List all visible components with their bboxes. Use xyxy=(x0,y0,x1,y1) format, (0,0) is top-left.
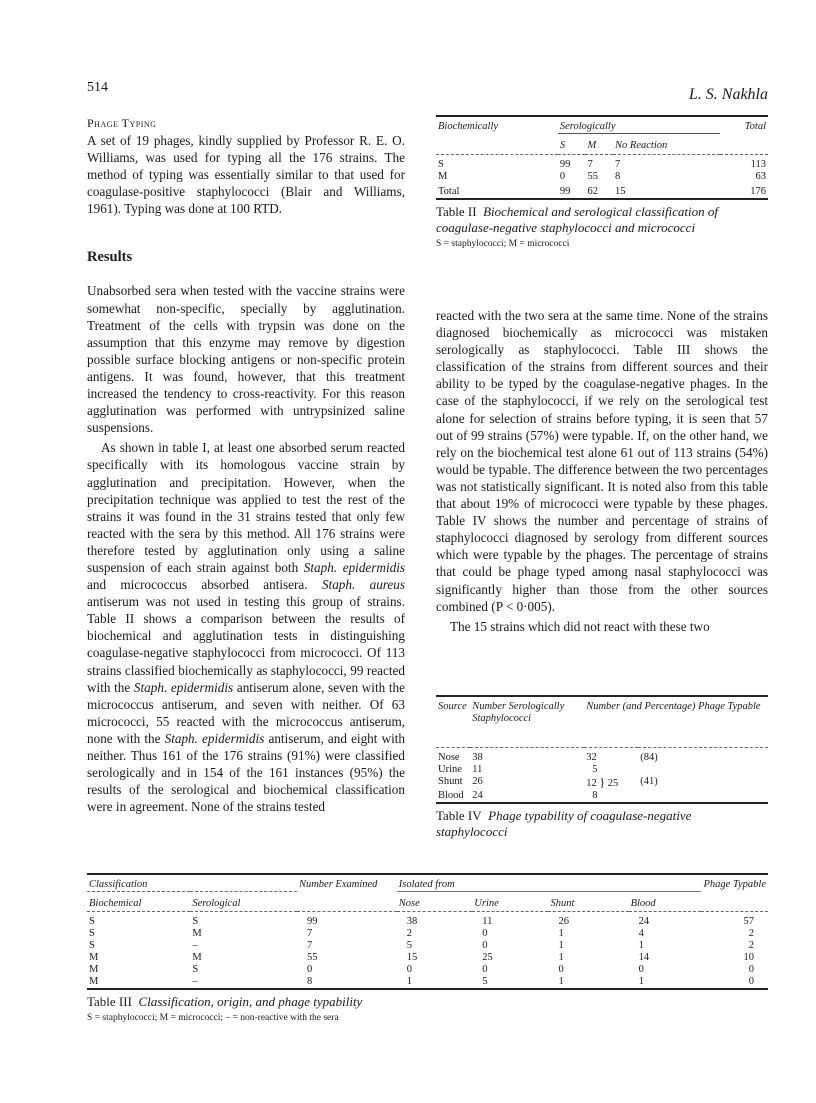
th-s: S xyxy=(559,140,566,151)
page-number: 514 xyxy=(87,80,108,95)
cell: Nose xyxy=(438,751,460,763)
cell: (84) xyxy=(640,751,658,763)
cell: 14 xyxy=(638,952,650,963)
table-2 xyxy=(436,115,768,249)
cell: – xyxy=(192,976,198,987)
table-row xyxy=(436,159,768,171)
cell: S xyxy=(89,928,95,939)
cell: 0 xyxy=(748,976,754,987)
cell: 0 xyxy=(406,964,412,975)
th-nr: No Reaction xyxy=(615,140,668,151)
cell: 38 xyxy=(472,751,483,763)
cell: 7 xyxy=(306,928,313,939)
cell: 8 xyxy=(592,789,598,801)
table-row xyxy=(436,776,768,790)
cell: 99 xyxy=(306,916,318,927)
table-row xyxy=(436,171,768,183)
cell: 7 xyxy=(587,158,593,170)
cell: M xyxy=(192,952,202,963)
cell: 4 xyxy=(638,928,644,939)
th-classification: Classification xyxy=(87,879,297,892)
left-column xyxy=(87,116,405,815)
cell: Total xyxy=(438,185,460,197)
cell: 25 xyxy=(482,952,493,963)
cell: Urine xyxy=(438,763,462,775)
label: Table II xyxy=(436,203,477,219)
table-2-note: S = staphylococci; M = micrococci xyxy=(436,238,570,249)
cell: 0 xyxy=(482,940,488,951)
table-row xyxy=(87,928,768,940)
cell: S xyxy=(192,964,199,975)
text: Staph. aureus xyxy=(321,577,406,593)
table-3 xyxy=(87,873,768,1023)
table-2-caption xyxy=(436,204,768,236)
cell: 26 xyxy=(558,916,569,927)
th-number: Number Serologically Staphylococci xyxy=(472,701,565,724)
cell: 63 xyxy=(755,170,766,182)
caption: Biochemical and serological classification of coagulase-negative staphylococci and micrococci xyxy=(436,203,719,235)
cell: 1 xyxy=(558,952,564,963)
paragraph-phage-typing: A set of 19 phages, kindly supplied by Professor R. E. O. Williams, was used for typing all the 176 strains. The method of typing was essentially similar to that used for coagulase-positive staphylococci (Blair and Williams, 1961). Typing was done at 100 RTD. xyxy=(87,133,405,217)
cell: S xyxy=(438,158,444,170)
cell: 5 xyxy=(406,940,412,951)
cell: 57 xyxy=(743,916,754,927)
paragraph-results-4: The 15 strains which did not react with these two xyxy=(450,618,710,634)
th-shunt: Shunt xyxy=(550,898,575,909)
cell: 11 xyxy=(472,763,483,775)
th-bio: Biochemically xyxy=(438,121,499,132)
cell: 5 xyxy=(482,976,488,987)
cell: 1 xyxy=(638,976,644,987)
cell: 0 xyxy=(482,964,488,975)
label: Table III xyxy=(87,994,132,1009)
table-row xyxy=(87,916,768,928)
cell: 0 xyxy=(559,170,566,182)
th-nose: Nose xyxy=(398,898,420,909)
cell: 11 xyxy=(482,916,493,927)
cell: M xyxy=(89,976,99,987)
combined-percent: (41) xyxy=(640,775,658,787)
th-urine: Urine xyxy=(474,898,499,909)
th-total: Total xyxy=(744,121,766,132)
cell: 113 xyxy=(750,158,766,170)
cell: M xyxy=(438,170,448,182)
cell: 26 xyxy=(472,775,483,787)
cell: 2 xyxy=(748,940,754,951)
section-heading-results: Results xyxy=(87,249,133,266)
cell: 8 xyxy=(306,976,313,987)
cell: 55 xyxy=(306,952,318,963)
text: antiserum was not used in testing this group of strains. Table II shows a comparison between the results of biochemical and agglutination tests in distinguishing coagulase-negative staphylococci from micrococci. Of 113 strains classified biochemically as staphylococci, 99 reacted with the xyxy=(87,594,405,695)
table-row xyxy=(87,940,768,952)
table-4-caption xyxy=(436,808,736,840)
th-isolated: Isolated from xyxy=(397,879,701,892)
table-row xyxy=(87,952,768,964)
cell: 1 xyxy=(638,940,644,951)
table-row xyxy=(87,964,768,976)
cell: 55 xyxy=(587,170,598,182)
th-typable: Number (and Percentage) Phage Typable xyxy=(586,701,761,712)
text: Staph. epidermidis xyxy=(164,730,265,746)
cell: 5 xyxy=(592,763,598,775)
cell: S xyxy=(89,916,95,927)
cell: 99 xyxy=(559,158,571,170)
th-blood: Blood xyxy=(630,898,656,909)
cell: 176 xyxy=(750,185,766,197)
cell: 0 xyxy=(482,928,488,939)
cell: S xyxy=(89,940,95,951)
cell: 10 xyxy=(743,952,754,963)
cell: 1 xyxy=(558,928,564,939)
cell: 15 xyxy=(406,952,418,963)
caption: Phage typability of coagulase-negative staphylococci xyxy=(436,807,692,839)
th-m: M xyxy=(587,140,597,151)
cell: 7 xyxy=(306,940,313,951)
cell: – xyxy=(192,940,198,951)
cell: 8 xyxy=(615,170,621,182)
cell: Blood xyxy=(438,789,464,801)
th-source: Source xyxy=(438,701,467,712)
cell: 2 xyxy=(406,928,412,939)
label: Table IV xyxy=(436,807,482,823)
table-3-note: S = staphylococci; M = micrococci; – = non-reactive with the sera xyxy=(87,1013,339,1023)
table-row xyxy=(436,183,768,199)
cell: 2 xyxy=(748,928,754,939)
paragraph-results-2 xyxy=(87,439,405,815)
th-sero: Serologically xyxy=(558,121,720,134)
table-row xyxy=(436,752,768,764)
cell: 0 xyxy=(558,964,564,975)
paragraph-results-3: reacted with the two sera at the same time. None of the strains diagnosed biochemically as micrococci was mistaken serologically as staphylococci. Table III shows the classification of the strains from different sources and their ability to be typed by the coagulase-negative phages. In the case of the staphylococci, if we rely on the serological test alone for selection of strains before typing, it is seen that 57 out of 99 strains (57%) were typable. If, on the other hand, we rely on the biochemical test alone 61 out of 113 strains (54%) would be typable. The difference between the two percentages was not statistically significant. It is noted also from this table that about 19% of micrococci were typable by these phages. Table IV shows the number and percentage of strains of staphylococci diagnosed by serology from different sources which were typable by the phages. The percentage of strains that could be phage typed among nasal staphylococci was significantly higher than those from the other sources combined (P < 0·005). xyxy=(436,308,768,614)
cell: 1 xyxy=(558,940,564,951)
cell: 7 xyxy=(615,158,621,170)
cell: 0 xyxy=(306,964,313,975)
cell: M xyxy=(89,964,99,975)
cell: S xyxy=(192,916,199,927)
right-column xyxy=(436,307,768,635)
cell: 0 xyxy=(638,964,644,975)
text: Staph. epidermidis xyxy=(133,679,234,695)
paragraph-results-1: Unabsorbed sera when tested with the vaccine strains were somewhat non-specific, specially by agglutination. Treatment of the cells with trypsin was done on the assumption that this enzyme may remove by digestion possible surface blocking antigens or non-specific protein antigens. It was found, however, that this treatment increased the tendency to cross-reactivity. For this reason agglutination was performed with untrypsinized saline suspensions. xyxy=(87,283,405,436)
text: As shown in table I, at least one absorbed serum reacted specifically with its homologous vaccine strain by agglutination and precipitation. However, when the precipitation technique was applied to test the rest of the strains it was found in the 31 strains tested that only few reacted with the sera by this method. All 176 strains were therefore tested by agglutination only using a saline suspension of each strain against both xyxy=(87,440,405,575)
cell: 1 xyxy=(406,976,412,987)
th-number: Number Examined xyxy=(298,879,378,890)
table-3-caption xyxy=(87,994,768,1010)
text: and micrococcus absorbed antisera. xyxy=(87,577,308,593)
cell: M xyxy=(192,928,202,939)
cell: 12 xyxy=(586,777,597,789)
table-4 xyxy=(436,695,768,840)
cell: 15 xyxy=(615,185,626,197)
cell: 38 xyxy=(406,916,418,927)
text: antiserum alone, seven with the micrococcus antiserum, and seven with neither. Of 63 micrococci, 55 reacted with the micrococcus antiserum, none with the xyxy=(87,679,405,746)
th-sero: Serological xyxy=(192,898,241,909)
cell: Shunt xyxy=(438,775,463,787)
cell: 32 xyxy=(586,751,597,763)
text: Staph. epidermidis xyxy=(303,559,405,575)
cell: 0 xyxy=(748,964,754,975)
cell: 99 xyxy=(559,185,571,197)
running-author: L. S. Nakhla xyxy=(688,86,768,103)
text: antiserum, and eight with neither. Thus 161 of the 176 strains (91%) were classified serologically and in 154 of the 161 instances (95%) the results of the serological and biochemical classification were in agreement. None of the strains tested xyxy=(87,730,406,815)
th-typable: Phage Typable xyxy=(703,879,766,890)
cell: 24 xyxy=(638,916,650,927)
cell: 24 xyxy=(472,789,483,801)
th-bio: Biochemical xyxy=(89,898,142,909)
table-row xyxy=(87,976,768,989)
table-row xyxy=(436,790,768,803)
caption: Classification, origin, and phage typability xyxy=(138,994,363,1009)
cell: M xyxy=(89,952,99,963)
cell: 1 xyxy=(558,976,564,987)
combined-cell: 25 xyxy=(607,777,619,789)
cell: 62 xyxy=(587,185,598,197)
section-heading-phage-typing: Phage Typing xyxy=(87,116,157,130)
brace-icon: } xyxy=(599,774,606,789)
